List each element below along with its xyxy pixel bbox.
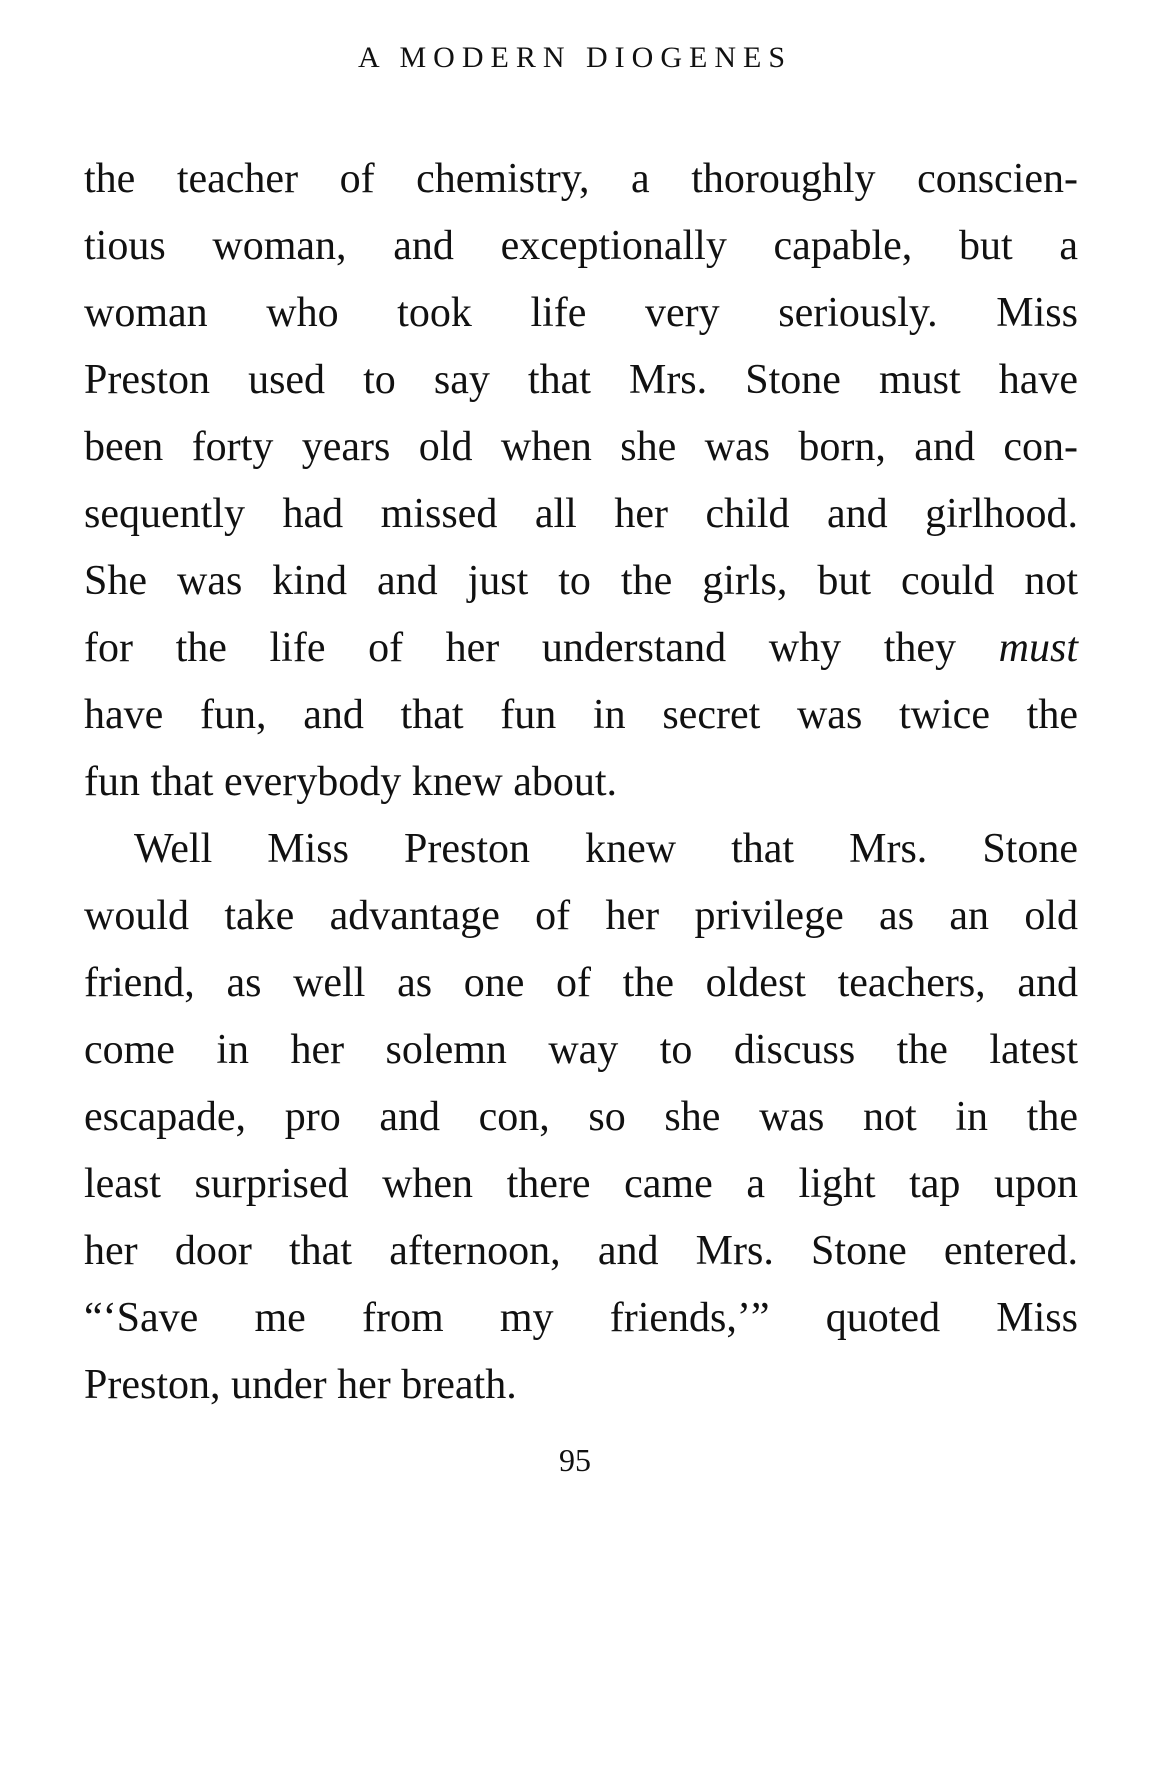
text-line: “‘Save me from my friends,’” quoted Miss <box>84 1295 1078 1341</box>
text-line: friend, as well as one of the oldest teachers, and <box>84 960 1078 1006</box>
text-line: tious woman, and exceptionally capable, but a <box>84 223 1078 269</box>
text-run: for the life of her understand why they <box>84 625 999 671</box>
page-number: 95 <box>559 1442 591 1478</box>
text-line: fun that everybody knew about. <box>84 759 618 805</box>
body-text <box>84 146 1078 1419</box>
text-line: escapade, pro and con, so she was not in the <box>84 1094 1078 1140</box>
text-line: Preston, under her breath. <box>84 1362 517 1408</box>
text-line: come in her solemn way to discuss the latest <box>84 1027 1078 1073</box>
running-head: A MODERN DIOGENES <box>358 41 792 74</box>
paragraph <box>84 146 1078 816</box>
text-line: have fun, and that fun in secret was twice the <box>84 692 1078 738</box>
text-line: least surprised when there came a light tap upon <box>84 1161 1078 1207</box>
text-line: She was kind and just to the girls, but could not <box>84 558 1078 604</box>
text-line: Well Miss Preston knew that Mrs. Stone <box>134 826 1078 872</box>
paragraph <box>84 816 1078 1419</box>
text-line: woman who took life very seriously. Miss <box>84 290 1078 336</box>
text-line: been forty years old when she was born, and con- <box>84 424 1078 470</box>
text-line: sequently had missed all her child and girlhood. <box>84 491 1078 537</box>
text-line: her door that afternoon, and Mrs. Stone entered. <box>84 1228 1078 1274</box>
italic-word: must <box>998 625 1078 671</box>
text-line: would take advantage of her privilege as an old <box>84 893 1078 939</box>
text-line <box>84 615 1078 682</box>
text-line: Preston used to say that Mrs. Stone must have <box>84 357 1078 403</box>
text-line: the teacher of chemistry, a thoroughly conscien- <box>84 156 1078 202</box>
